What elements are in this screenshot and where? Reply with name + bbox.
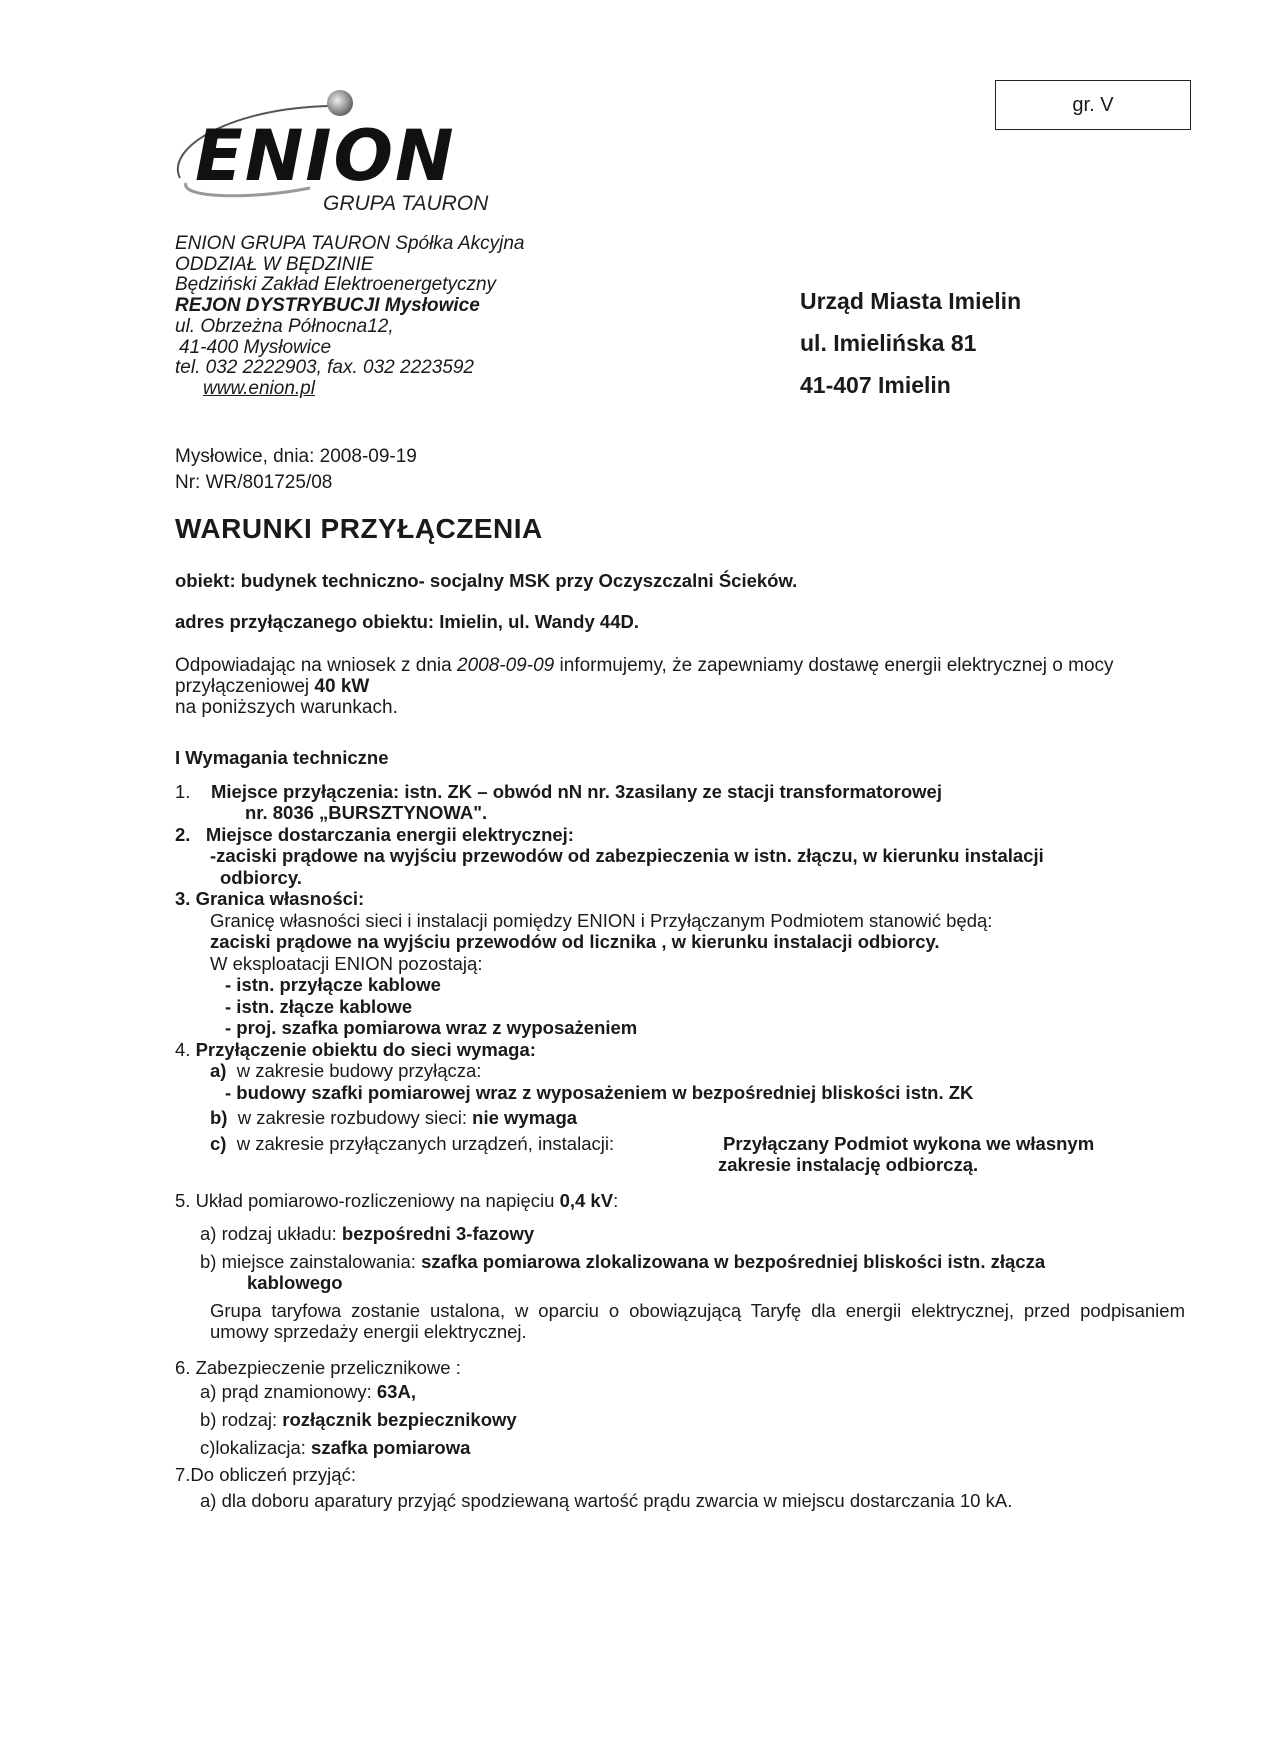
item-4c-cont: zakresie instalację odbiorczą. bbox=[718, 1154, 979, 1175]
item-5 bbox=[175, 1190, 1185, 1212]
date-block bbox=[175, 444, 417, 496]
item-3-text: W eksploatacji ENION pozostają: bbox=[210, 952, 483, 974]
item-6a bbox=[175, 1378, 1185, 1406]
item-5b bbox=[175, 1251, 1185, 1273]
power-value: 40 kW bbox=[314, 676, 370, 697]
recipient-line: Urząd Miasta Imielin bbox=[800, 288, 1022, 314]
item-7-heading: 7.Do obliczeń przyjąć: bbox=[175, 1464, 356, 1485]
sub-value: szafka pomiarowa zlokalizowana w bezpośredniej bliskości istn. złącza bbox=[421, 1250, 1046, 1272]
sub-value: bezpośredni 3-fazowy bbox=[341, 1223, 535, 1244]
item-3-text: Granicę własności sieci i instalacji pomiędzy ENION i Przyłączanym Podmiotem stanowić będą: bbox=[210, 909, 993, 931]
sub-text: w zakresie rozbudowy sieci: bbox=[237, 1107, 473, 1128]
item-3-bullet: - istn. złącze kablowe bbox=[225, 995, 413, 1017]
date-line bbox=[175, 444, 417, 470]
date-value: 2008-09-19 bbox=[319, 446, 417, 467]
svg-text:ENION: ENION bbox=[195, 115, 456, 197]
sub-text: b) miejsce zainstalowania: bbox=[200, 1250, 422, 1272]
recipient-line: 41-407 Imielin bbox=[800, 372, 951, 398]
item-3-text: zaciski prądowe na wyjściu przewodów od licznika , w kierunku instalacji odbiorcy. bbox=[210, 931, 940, 952]
sub-text: c)lokalizacja: bbox=[200, 1437, 312, 1458]
item-5a bbox=[175, 1223, 1185, 1245]
item-3-bullet: - istn. przyłącze kablowe bbox=[225, 974, 441, 995]
requirements-body bbox=[175, 747, 1185, 1514]
item-4a bbox=[175, 1060, 1185, 1082]
website-link[interactable]: www.enion.pl bbox=[203, 377, 315, 399]
item-5b-cont: kablowego bbox=[247, 1272, 343, 1293]
item-number: 4. bbox=[175, 1038, 196, 1060]
item-6c bbox=[175, 1434, 1185, 1462]
document-title: WARUNKI PRZYŁĄCZENIA bbox=[175, 513, 543, 544]
sub-text: w zakresie przyłączanych urządzeń, instalacji: bbox=[236, 1132, 615, 1154]
item-2 bbox=[175, 824, 1185, 846]
sender-line: ENION GRUPA TAURON Spółka Akcyjna bbox=[175, 233, 525, 254]
item-value: 0,4 kV bbox=[559, 1189, 614, 1211]
tariff-note: Grupa taryfowa zostanie ustalona, w oparciu o obowiązującą Taryfę dla energii elektrycznej, przed podpisaniem umowy sprzedaży energii elektrycznej. bbox=[210, 1299, 1185, 1342]
sender-line: 41-400 Mysłowice bbox=[179, 336, 332, 358]
sender-line: tel. 032 2222903, fax. 032 2223592 bbox=[175, 357, 474, 379]
sender-block bbox=[175, 234, 524, 400]
request-date: 2008-09-09 bbox=[457, 655, 555, 676]
sender-line: ul. Obrzeżna Północna12, bbox=[175, 315, 394, 337]
number-line bbox=[175, 470, 417, 496]
sender-line: Będziński Zakład Elektroenergetyczny bbox=[175, 274, 497, 296]
item-text: : bbox=[613, 1189, 619, 1211]
item-6b bbox=[175, 1406, 1185, 1434]
sender-line: REJON DYSTRYBUCJI Mysłowice bbox=[175, 295, 480, 317]
item-4a-bullet: - budowy szafki pomiarowej wraz z wyposażeniem w bezpośredniej bliskości istn. ZK bbox=[225, 1081, 974, 1103]
sub-label: b) bbox=[210, 1107, 228, 1128]
sub-value: 63A, bbox=[376, 1381, 416, 1402]
item-6-heading: 6. Zabezpieczenie przelicznikowe : bbox=[175, 1356, 461, 1378]
item-7a: a) dla doboru aparatury przyjąć spodziewaną wartość prądu zwarcia w miejscu dostarczania 10 kA. bbox=[200, 1490, 1013, 1511]
intro-text: na poniższych warunkach. bbox=[175, 697, 398, 718]
recipient-block bbox=[800, 280, 1021, 406]
item-text: : istn. ZK – obwód nN nr. 3zasilany ze stacji transformatorowej bbox=[393, 780, 942, 802]
object-line: obiekt: budynek techniczno- socjalny MSK przy Oczyszczalni Ścieków. bbox=[175, 570, 798, 591]
sub-value: rozłącznik bezpiecznikowy bbox=[282, 1409, 517, 1430]
item-3-heading: 3. Granica własności: bbox=[175, 888, 365, 909]
item-label: Miejsce dostarczania energii elektrycznej: bbox=[205, 823, 574, 845]
item-number: 2. bbox=[175, 823, 191, 845]
address-line: adres przyłączanego obiektu: Imielin, ul. Wandy 44D. bbox=[175, 611, 639, 632]
logo-subtitle: GRUPA TAURON bbox=[323, 192, 489, 215]
item-3-bullet: - proj. szafka pomiarowa wraz z wyposażeniem bbox=[225, 1017, 638, 1038]
intro-text: Odpowiadając na wniosek z dnia bbox=[175, 655, 458, 676]
item-1 bbox=[175, 781, 1185, 803]
item-1-cont: nr. 8036 „BURSZTYNOWA". bbox=[245, 802, 488, 823]
sub-label: c) bbox=[210, 1132, 227, 1154]
date-label: Mysłowice, dnia: bbox=[175, 446, 315, 467]
section-heading: I Wymagania techniczne bbox=[175, 747, 389, 768]
intro-text: informujemy, że zapewniamy dostawę energii elektrycznej o mocy przyłączeniowej bbox=[175, 655, 1114, 697]
item-label: Miejsce przyłączenia bbox=[211, 780, 394, 802]
item-text: 5. Układ pomiarowo-rozliczeniowy na napięciu bbox=[175, 1189, 560, 1211]
sub-text: b) rodzaj: bbox=[200, 1409, 283, 1430]
sub-value: szafka pomiarowa bbox=[311, 1437, 471, 1458]
sub-text: w zakresie budowy przyłącza: bbox=[236, 1060, 482, 1081]
intro-paragraph bbox=[175, 655, 1180, 718]
enion-logo bbox=[160, 88, 500, 218]
sender-line: ODDZIAŁ W BĘDZINIE bbox=[175, 253, 374, 275]
item-label: Przyłączenie obiektu do sieci wymaga: bbox=[195, 1038, 536, 1060]
group-box: gr. V bbox=[995, 80, 1191, 130]
number-value: WR/801725/08 bbox=[205, 472, 333, 493]
sub-text: a) rodzaj układu: bbox=[200, 1223, 342, 1244]
item-4 bbox=[175, 1039, 1185, 1061]
item-4c bbox=[175, 1133, 1185, 1155]
sub-value: nie wymaga bbox=[472, 1107, 578, 1128]
recipient-line: ul. Imielińska 81 bbox=[800, 330, 977, 356]
sub-text: a) prąd znamionowy: bbox=[200, 1381, 377, 1402]
item-number: 1. bbox=[175, 780, 191, 802]
item-2-text: odbiorcy. bbox=[220, 866, 302, 888]
item-2-text: -zaciski prądowe na wyjściu przewodów od zabezpieczenia w istn. złączu, w kierunku instalacji bbox=[210, 845, 1044, 866]
item-4b bbox=[175, 1107, 1185, 1129]
sub-value: Przyłączany Podmiot wykona we własnym bbox=[723, 1132, 1095, 1154]
number-label: Nr: bbox=[175, 472, 201, 493]
sub-label: a) bbox=[210, 1060, 227, 1081]
